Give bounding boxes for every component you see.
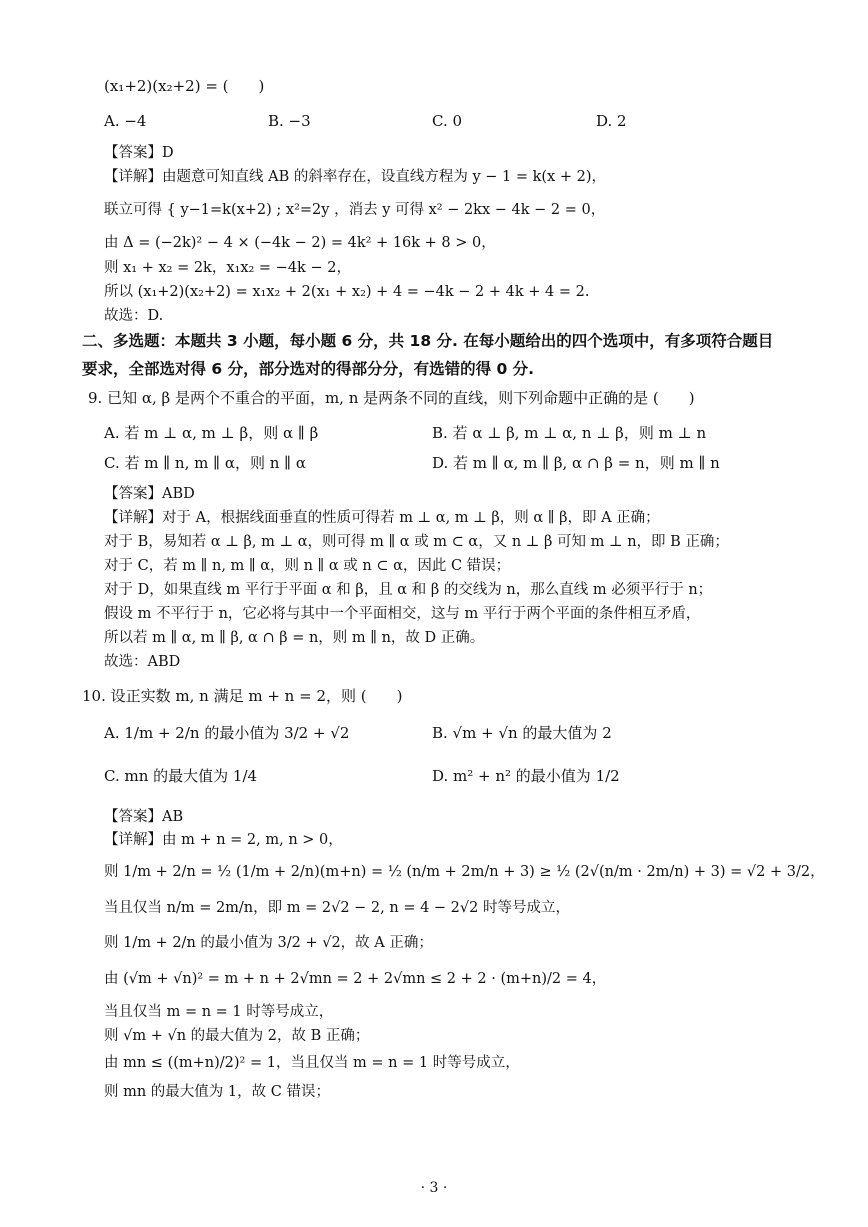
section-heading-line-2: 要求，全部选对得 6 分，部分选对的得部分分，有选错的得 0 分. <box>82 360 535 378</box>
q8-option-b: B. −3 <box>268 112 311 130</box>
section-heading-line-1: 二、多选题：本题共 3 小题，每小题 6 分，共 18 分. 在每小题给出的四个选项中，有多项符合题目 <box>82 332 774 350</box>
q9-detail-1: 【详解】对于 A，根据线面垂直的性质可得若 m ⊥ α, m ⊥ β，则 α ∥ β，即 A 正确； <box>104 510 660 526</box>
q9-detail-6: 所以若 m ∥ α, m ∥ β, α ∩ β = n，则 m ∥ n，故 D 正确。 <box>104 630 485 646</box>
q10-detail-1: 【详解】由 m + n = 2, m, n > 0， <box>104 832 343 848</box>
q10-detail-2: 则 1/m + 2/n = ½ (1/m + 2/n)(m+n) = ½ (n/m + 2m/n + 3) ≥ ½ (2√(n/m · 2m/n) + 3) = √2 + 3/2， <box>104 864 825 880</box>
q9-option-b: B. 若 α ⊥ β, m ⊥ α, n ⊥ β，则 m ⊥ n <box>432 424 707 442</box>
q9-detail-7: 故选：ABD <box>104 654 181 670</box>
q8-detail-5: 所以 (x₁+2)(x₂+2) = x₁x₂ + 2(x₁ + x₂) + 4 = −4k − 2 + 4k + 4 = 2. <box>104 284 590 300</box>
q9-detail-2: 对于 B，易知若 α ⊥ β, m ⊥ α，则可得 m ∥ α 或 m ⊂ α，又 n ⊥ β 可知 m ⊥ n，即 B 正确； <box>104 534 729 550</box>
q8-stem: (x₁+2)(x₂+2) = ( ) <box>104 77 265 95</box>
q8-option-a: A. −4 <box>104 112 147 130</box>
q10-option-b: B. √m + √n 的最大值为 2 <box>432 724 612 742</box>
q10-detail-9: 则 mn 的最大值为 1，故 C 错误； <box>104 1084 330 1100</box>
q10-detail-5: 由 (√m + √n)² = m + n + 2√mn = 2 + 2√mn ≤ 2 + 2 · (m+n)/2 = 4， <box>104 971 607 987</box>
q8-answer: 【答案】D <box>104 145 174 161</box>
q9-stem: 9. 已知 α, β 是两个不重合的平面，m, n 是两条不同的直线，则下列命题中正确的是 ( ) <box>88 389 695 407</box>
q10-detail-8: 由 mn ≤ ((m+n)/2)² = 1，当且仅当 m = n = 1 时等号成立， <box>104 1055 520 1071</box>
q9-option-d: D. 若 m ∥ α, m ∥ β, α ∩ β = n，则 m ∥ n <box>432 454 720 472</box>
q9-answer: 【答案】ABD <box>104 486 195 502</box>
q8-detail-1: 【详解】由题意可知直线 AB 的斜率存在，设直线方程为 y − 1 = k(x + 2)， <box>104 169 606 185</box>
q10-option-a: A. 1/m + 2/n 的最小值为 3/2 + √2 <box>104 724 350 742</box>
q10-detail-7: 则 √m + √n 的最大值为 2，故 B 正确； <box>104 1028 370 1044</box>
q10-detail-6: 当且仅当 m = n = 1 时等号成立， <box>104 1004 334 1020</box>
q8-detail-4: 则 x₁ + x₂ = 2k，x₁x₂ = −4k − 2， <box>104 260 351 276</box>
q9-detail-4: 对于 D，如果直线 m 平行于平面 α 和 β，且 α 和 β 的交线为 n，那么直线 m 必须平行于 n； <box>104 582 713 598</box>
q9-option-c: C. 若 m ∥ n, m ∥ α，则 n ∥ α <box>104 454 306 472</box>
q10-option-d: D. m² + n² 的最小值为 1/2 <box>432 767 620 785</box>
q8-option-c: C. 0 <box>432 112 463 130</box>
q10-answer: 【答案】AB <box>104 809 184 825</box>
q10-option-c: C. mn 的最大值为 1/4 <box>104 767 258 785</box>
q10-detail-3: 当且仅当 n/m = 2m/n，即 m = 2√2 − 2, n = 4 − 2√2 时等号成立， <box>104 900 570 916</box>
q9-detail-3: 对于 C，若 m ∥ n, m ∥ α，则 n ∥ α 或 n ⊂ α，因此 C 错误； <box>104 558 511 574</box>
q9-option-a: A. 若 m ⊥ α, m ⊥ β，则 α ∥ β <box>104 424 319 442</box>
q8-detail-6: 故选：D. <box>104 308 164 324</box>
q8-detail-3: 由 Δ = (−2k)² − 4 × (−4k − 2) = 4k² + 16k + 8 > 0， <box>104 235 496 251</box>
q9-detail-5: 假设 m 不平行于 n，它必将与其中一个平面相交，这与 m 平行于两个平面的条件相互矛盾， <box>104 606 701 622</box>
q10-stem: 10. 设正实数 m, n 满足 m + n = 2，则 ( ) <box>82 687 403 705</box>
page-number: · 3 · <box>420 1180 448 1196</box>
q8-option-d: D. 2 <box>596 112 627 130</box>
q8-detail-2: 联立可得 { y−1=k(x+2) ; x²=2y ，消去 y 可得 x² − 2kx − 4k − 2 = 0， <box>104 202 606 218</box>
q10-detail-4: 则 1/m + 2/n 的最小值为 3/2 + √2，故 A 正确； <box>104 935 433 951</box>
